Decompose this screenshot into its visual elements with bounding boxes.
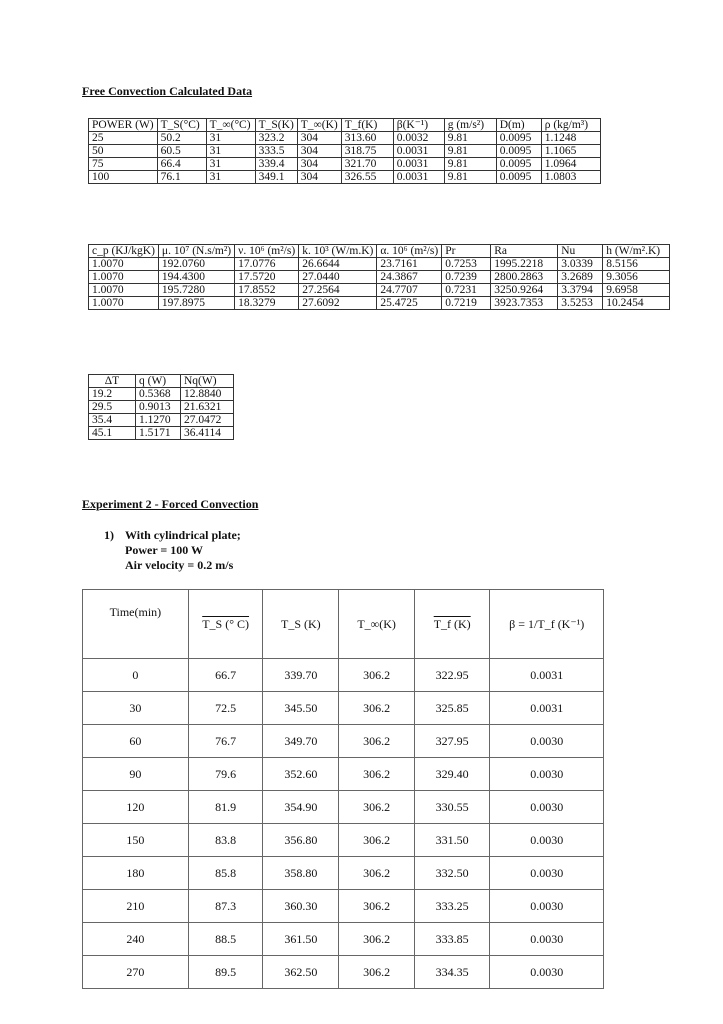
table-cell: 306.2: [339, 923, 415, 956]
table-cell: 27.0440: [299, 271, 377, 284]
table-cell: 304: [297, 171, 341, 184]
table-cell: 326.55: [341, 171, 393, 184]
table-cell: 1.1065: [541, 145, 600, 158]
table-row: [83, 758, 604, 791]
table-cell: 360.30: [263, 890, 339, 923]
table-cell: 339.4: [255, 158, 297, 171]
table-cell: 29.5: [89, 401, 136, 414]
table-cell: 333.5: [255, 145, 297, 158]
table-cell: 0.0031: [393, 158, 444, 171]
table-cell: 17.0776: [235, 258, 299, 271]
table-cell: 210: [83, 890, 189, 923]
table-cell: 1.0803: [541, 171, 600, 184]
table-cell: 0.5368: [136, 388, 181, 401]
table-cell: 332.50: [414, 857, 490, 890]
table-cell: 10.2454: [603, 297, 670, 310]
table-cell: 8.5156: [603, 258, 670, 271]
header-alpha: α. 10⁶ (m²/s): [377, 245, 442, 258]
table-cell: 333.25: [414, 890, 490, 923]
table-cell: 18.3279: [235, 297, 299, 310]
air-velocity-line: Air velocity = 0.2 m/s: [125, 558, 234, 572]
table-cell: 31: [206, 158, 255, 171]
table-cell: 1.1270: [136, 414, 181, 427]
header-cp: c_p (KJ/kgK): [89, 245, 159, 258]
table-cell: 0.0030: [490, 923, 604, 956]
table-cell: 339.70: [263, 659, 339, 692]
header-tinf-k: T_∞(K): [297, 119, 341, 132]
table-cell: 3.2689: [558, 271, 603, 284]
table-cell: 25: [89, 132, 158, 145]
table-cell: 9.3056: [603, 271, 670, 284]
table-cell: 27.2564: [299, 284, 377, 297]
table-cell: 23.7161: [377, 258, 442, 271]
table-cell: 83.8: [188, 824, 263, 857]
tf-kelvin-label: T_f (K): [433, 617, 471, 631]
table-cell: 331.50: [414, 824, 490, 857]
table-row: [89, 171, 601, 184]
table-row: [83, 791, 604, 824]
table-cell: 354.90: [263, 791, 339, 824]
table-cell: 304: [297, 145, 341, 158]
free-convection-table-3: [88, 374, 234, 440]
table-row: [83, 857, 604, 890]
table-cell: 0.0030: [490, 890, 604, 923]
table-cell: 89.5: [188, 956, 263, 989]
table-cell: 150: [83, 824, 189, 857]
table-cell: 9.81: [444, 158, 496, 171]
table-cell: 0.7231: [442, 284, 491, 297]
table-cell: 30: [83, 692, 189, 725]
table-cell: 36.4114: [181, 427, 234, 440]
table-cell: 9.6958: [603, 284, 670, 297]
table-cell: 330.55: [414, 791, 490, 824]
table-cell: 27.6092: [299, 297, 377, 310]
table-row: [83, 692, 604, 725]
table-cell: 306.2: [339, 659, 415, 692]
table-cell: 0.0030: [490, 725, 604, 758]
header-tinf-c: T_∞(°C): [206, 119, 255, 132]
power-line: Power = 100 W: [125, 543, 204, 557]
table-cell: 306.2: [339, 956, 415, 989]
table-cell: 321.70: [341, 158, 393, 171]
header-ra: Ra: [491, 245, 558, 258]
table-row: [89, 271, 670, 284]
section-title-forced-convection: Experiment 2 - Forced Convection: [82, 497, 259, 511]
table-cell: 60: [83, 725, 189, 758]
table-cell: 306.2: [339, 890, 415, 923]
table-cell: 87.3: [188, 890, 263, 923]
header-power: POWER (W): [89, 119, 158, 132]
table-cell: 306.2: [339, 692, 415, 725]
table-cell: 329.40: [414, 758, 490, 791]
header-h: h (W/m².K): [603, 245, 670, 258]
table-cell: 88.5: [188, 923, 263, 956]
table-cell: 306.2: [339, 824, 415, 857]
table-cell: 197.8975: [158, 297, 234, 310]
table-cell: 17.8552: [235, 284, 299, 297]
table-cell: 270: [83, 956, 189, 989]
header-d: D(m): [496, 119, 541, 132]
table-cell: 1.0964: [541, 158, 600, 171]
free-convection-table-2: [88, 244, 670, 310]
table-cell: 31: [206, 171, 255, 184]
table-cell: 120: [83, 791, 189, 824]
table-cell: 0.7219: [442, 297, 491, 310]
header-beta: β(K⁻¹): [393, 119, 444, 132]
table-cell: 0.0031: [393, 171, 444, 184]
header-pr: Pr: [442, 245, 491, 258]
table-cell: 76.7: [188, 725, 263, 758]
table-cell: 349.1: [255, 171, 297, 184]
table-cell: 1.0070: [89, 258, 159, 271]
header-nusselt: Nu: [558, 245, 603, 258]
table-cell: 0.0030: [490, 758, 604, 791]
table-cell: 50.2: [157, 132, 206, 145]
table-cell: 0.0032: [393, 132, 444, 145]
table-row: [89, 388, 234, 401]
table-cell: 304: [297, 158, 341, 171]
table-row: [89, 414, 234, 427]
header-rho: ρ (kg/m³): [541, 119, 600, 132]
table-header-row: [89, 375, 234, 388]
table-cell: 194.4300: [158, 271, 234, 284]
table-row: [83, 890, 604, 923]
table-cell: 17.5720: [235, 271, 299, 284]
header-tf-k: T_f(K): [341, 119, 393, 132]
table-cell: 66.7: [188, 659, 263, 692]
table-cell: 192.0760: [158, 258, 234, 271]
table-cell: 180: [83, 857, 189, 890]
table-row: [89, 401, 234, 414]
header-beta-formula: β = 1/T_f (K⁻¹): [490, 590, 604, 659]
table-cell: 25.4725: [377, 297, 442, 310]
table-cell: 0.0031: [490, 692, 604, 725]
table-cell: 3.5253: [558, 297, 603, 310]
table-cell: 358.80: [263, 857, 339, 890]
table-cell: 60.5: [157, 145, 206, 158]
table-cell: 0.0095: [496, 171, 541, 184]
forced-convection-table: [82, 589, 604, 989]
table-cell: 12.8840: [181, 388, 234, 401]
table-row: [89, 284, 670, 297]
table-cell: 31: [206, 145, 255, 158]
table-cell: 362.50: [263, 956, 339, 989]
table-cell: 322.95: [414, 659, 490, 692]
header-ts-c: T_S(°C): [157, 119, 206, 132]
table-header-row: [89, 119, 601, 132]
header-tinf-kelvin: T_∞(K): [339, 590, 415, 659]
table-row: [89, 145, 601, 158]
table-row: [83, 956, 604, 989]
item-title: With cylindrical plate;: [125, 528, 241, 542]
table-cell: 3250.9264: [491, 284, 558, 297]
table-row: [89, 297, 670, 310]
table-cell: 306.2: [339, 791, 415, 824]
table-cell: 35.4: [89, 414, 136, 427]
header-ts-kelvin: T_S (K): [263, 590, 339, 659]
table-cell: 24.3867: [377, 271, 442, 284]
table-header-row: [83, 590, 604, 659]
table-cell: 21.6321: [181, 401, 234, 414]
header-tf-kelvin: [414, 590, 490, 659]
table-row: [89, 427, 234, 440]
section-title-free-convection: Free Convection Calculated Data: [82, 84, 253, 98]
table-cell: 0.0095: [496, 145, 541, 158]
table-row: [83, 923, 604, 956]
table-cell: 325.85: [414, 692, 490, 725]
table-row: [83, 725, 604, 758]
table-cell: 361.50: [263, 923, 339, 956]
table-cell: 1995.2218: [491, 258, 558, 271]
table-cell: 31: [206, 132, 255, 145]
table-cell: 0.7253: [442, 258, 491, 271]
table-cell: 45.1: [89, 427, 136, 440]
table-cell: 3923.7353: [491, 297, 558, 310]
table-cell: 1.0070: [89, 284, 159, 297]
table-cell: 100: [89, 171, 158, 184]
table-cell: 19.2: [89, 388, 136, 401]
table-cell: 356.80: [263, 824, 339, 857]
table-cell: 0.0030: [490, 956, 604, 989]
header-nq: Nq(W): [181, 375, 234, 388]
table-cell: 9.81: [444, 171, 496, 184]
table-cell: 318.75: [341, 145, 393, 158]
table-cell: 26.6644: [299, 258, 377, 271]
table-row: [89, 158, 601, 171]
table-cell: 240: [83, 923, 189, 956]
table-cell: 1.1248: [541, 132, 600, 145]
table-cell: 306.2: [339, 758, 415, 791]
table-row: [83, 659, 604, 692]
header-ts-celsius: [188, 590, 263, 659]
header-delta-t: ΔT: [89, 375, 136, 388]
table-cell: 72.5: [188, 692, 263, 725]
table-cell: 313.60: [341, 132, 393, 145]
table-cell: 0.0030: [490, 791, 604, 824]
table-cell: 1.5171: [136, 427, 181, 440]
table-cell: 333.85: [414, 923, 490, 956]
table-cell: 0.9013: [136, 401, 181, 414]
table-row: [89, 258, 670, 271]
table-cell: 66.4: [157, 158, 206, 171]
header-ts-k: T_S(K): [255, 119, 297, 132]
ts-celsius-label: T_S (° C): [202, 617, 250, 631]
table-cell: 0: [83, 659, 189, 692]
table-cell: 85.8: [188, 857, 263, 890]
table-cell: 0.0095: [496, 158, 541, 171]
table-row: [89, 132, 601, 145]
table-cell: 3.0339: [558, 258, 603, 271]
table-cell: 323.2: [255, 132, 297, 145]
table-cell: 1.0070: [89, 271, 159, 284]
table-cell: 3.3794: [558, 284, 603, 297]
table-cell: 81.9: [188, 791, 263, 824]
table-cell: 24.7707: [377, 284, 442, 297]
table-cell: 304: [297, 132, 341, 145]
header-nu-visc: ν. 10⁶ (m²/s): [235, 245, 299, 258]
table-cell: 0.0031: [490, 659, 604, 692]
table-cell: 327.95: [414, 725, 490, 758]
table-cell: 27.0472: [181, 414, 234, 427]
header-g: g (m/s²): [444, 119, 496, 132]
header-time: Time(min): [83, 590, 189, 659]
table-cell: 0.0030: [490, 824, 604, 857]
table-cell: 2800.2863: [491, 271, 558, 284]
table-cell: 195.7280: [158, 284, 234, 297]
table-cell: 306.2: [339, 725, 415, 758]
header-mu: μ. 10⁷ (N.s/m²): [158, 245, 234, 258]
table-cell: 9.81: [444, 132, 496, 145]
table-cell: 79.6: [188, 758, 263, 791]
table-cell: 1.0070: [89, 297, 159, 310]
table-cell: 349.70: [263, 725, 339, 758]
table-cell: 306.2: [339, 857, 415, 890]
free-convection-table-1: [88, 118, 601, 184]
table-header-row: [89, 245, 670, 258]
header-k: k. 10³ (W/m.K): [299, 245, 377, 258]
table-cell: 345.50: [263, 692, 339, 725]
table-cell: 75: [89, 158, 158, 171]
table-cell: 0.7239: [442, 271, 491, 284]
table-row: [83, 824, 604, 857]
table-cell: 0.0031: [393, 145, 444, 158]
header-q: q (W): [136, 375, 181, 388]
table-cell: 352.60: [263, 758, 339, 791]
table-cell: 9.81: [444, 145, 496, 158]
item-number: 1): [104, 528, 114, 542]
table-cell: 0.0095: [496, 132, 541, 145]
table-cell: 76.1: [157, 171, 206, 184]
table-cell: 334.35: [414, 956, 490, 989]
table-cell: 50: [89, 145, 158, 158]
table-cell: 90: [83, 758, 189, 791]
table-cell: 0.0030: [490, 857, 604, 890]
